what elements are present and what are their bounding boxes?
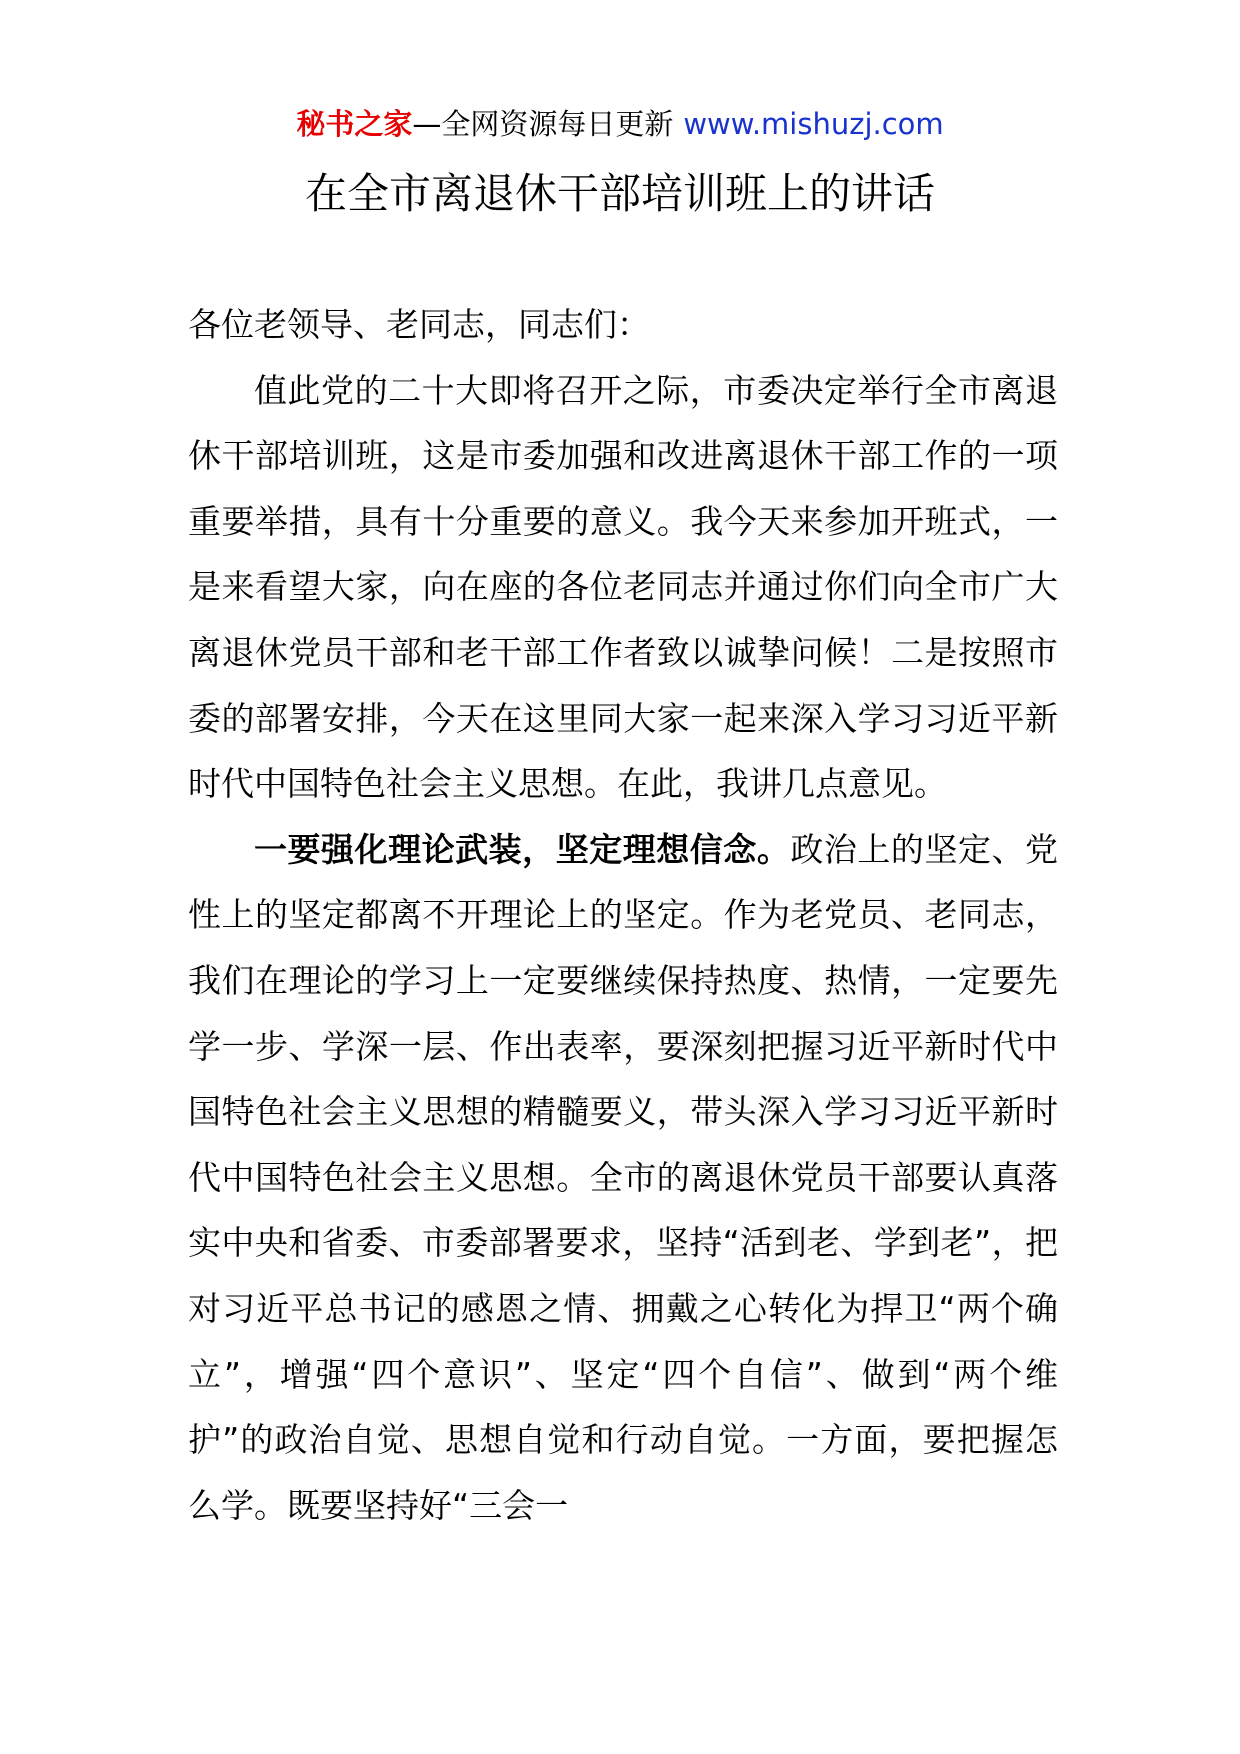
paragraph-lead-heading: 一要强化理论武装，坚定理想信念。 xyxy=(254,829,791,869)
document-body xyxy=(188,292,1058,1538)
salutation: 各位老领导、老同志，同志们： xyxy=(188,305,650,344)
paragraph-intro: 值此党的二十大即将召开之际，市委决定举行全市离退休干部培训班，这是市委加强和改进离退休干部工作的一项重要举措，具有十分重要的意义。我今天来参加开班式，一是来看望大家，向在座的各位老同志并通过你们向全市广大离退休党员干部和老干部工作者致以诚挚问候！二是按照市委的部署安排，今天在这里同大家一起来深入学习习近平新时代中国特色社会主义思想。在此，我讲几点意见。 xyxy=(188,370,1058,804)
brand-name: 秘书之家 xyxy=(296,107,413,141)
site-url-link[interactable]: www.mishuzj.com xyxy=(683,107,944,141)
site-banner xyxy=(0,102,1240,146)
banner-tagline: —全网资源每日更新 xyxy=(412,107,674,141)
paragraph-point-one xyxy=(188,817,1058,1539)
paragraph-point-one-text: 政治上的坚定、党性上的坚定都离不开理论上的坚定。作为老党员、老同志，我们在理论的学习上一定要继续保持热度、热情，一定要先学一步、学深一层、作出表率，要深刻把握习近平新时代中国特色社会主义思想的精髓要义，带头深入学习习近平新时代中国特色社会主义思想。全市的离退休党员干部要认真落实中央和省委、市委部署要求，坚持“活到老、学到老”，把对习近平总书记的感恩之情、拥戴之心转化为捍卫“两个确立”，增强“四个意识”、坚定“四个自信”、做到“两个维护”的政治自觉、思想自觉和行动自觉。一方面，要把握怎么学。既要坚持好“三会一 xyxy=(188,829,1059,1525)
document-title: 在全市离退休干部培训班上的讲话 xyxy=(304,169,935,218)
